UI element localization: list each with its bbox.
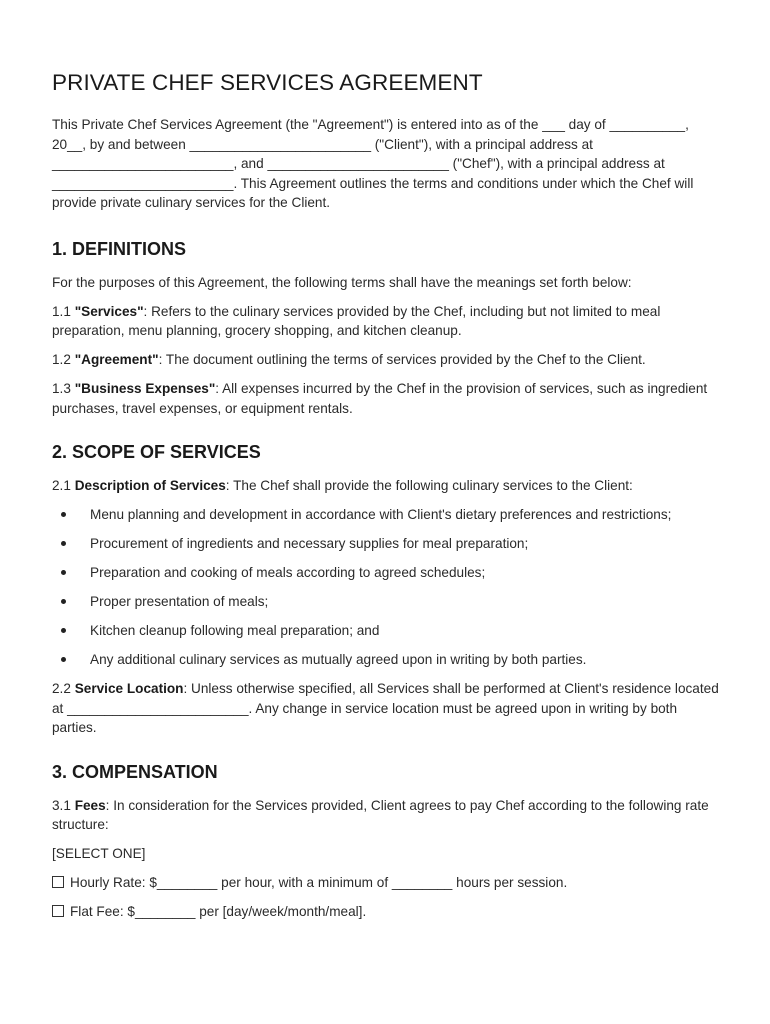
list-item (52, 592, 722, 612)
bullet-icon (61, 570, 66, 575)
list-item (52, 563, 722, 583)
bullet-icon (61, 599, 66, 604)
section-heading-scope: 2. SCOPE OF SERVICES (52, 442, 261, 462)
intro-paragraph: This Private Chef Services Agreement (the "Agreement") is entered into as of the ___ day of __________, 20__, by and between ________________________ ("Client"), with a principal address at ________________________, and ________________________ ("Chef"), with a principal address at ________________________. This Agreement outlines the terms and conditions under which the Chef will provide private culinary services for the Client. (52, 117, 694, 210)
clause-term: Fees (74, 797, 106, 813)
clause-number: 1.1 (52, 303, 75, 319)
document-page (52, 68, 722, 931)
compensation-item-fees (52, 796, 722, 835)
clause-number: 3.1 (52, 797, 75, 813)
scope-item-description (52, 476, 722, 496)
clause-number: 1.3 (52, 381, 75, 396)
bullet-icon (61, 541, 66, 546)
services-bullet-list (52, 505, 722, 670)
list-item-text: Any additional culinary services as mutually agreed upon in writing by both parties. (90, 652, 587, 667)
definition-item-services (52, 302, 722, 341)
clause-number: 2.1 (52, 478, 75, 493)
select-one-label: [SELECT ONE] (52, 846, 146, 861)
defined-term: "Business Expenses" (74, 381, 216, 396)
section-heading-compensation: 3. COMPENSATION (52, 761, 218, 782)
list-item-text: Proper presentation of meals; (90, 594, 269, 609)
clause-text: : The Chef shall provide the following culinary services to the Client: (225, 478, 633, 493)
defined-term: "Agreement" (74, 352, 159, 367)
list-item-text: Menu planning and development in accordance with Client's dietary preferences and restrictions; (90, 507, 672, 522)
clause-number: 2.2 (52, 681, 75, 696)
option-text: Hourly Rate: $________ per hour, with a minimum of ________ hours per session. (70, 875, 568, 890)
bullet-icon (61, 628, 66, 633)
checkbox-icon[interactable] (52, 876, 64, 888)
definition-text: : All expenses incurred by the Chef in the provision of services, such as ingredient purchases, travel expenses, or equipment rentals. (52, 381, 708, 416)
option-text: Flat Fee: $________ per [day/week/month/meal]. (70, 904, 367, 919)
list-item (52, 621, 722, 641)
clause-term: Description of Services (74, 478, 226, 493)
list-item (52, 534, 722, 554)
clause-number: 1.2 (52, 352, 75, 367)
option-hourly-rate[interactable] (52, 873, 722, 893)
list-item (52, 505, 722, 525)
scope-item-location (52, 679, 722, 738)
definition-item-business-expenses (52, 379, 722, 418)
checkbox-icon[interactable] (52, 905, 64, 917)
list-item-text: Kitchen cleanup following meal preparation; and (90, 623, 380, 638)
document-title: PRIVATE CHEF SERVICES AGREEMENT (52, 70, 483, 95)
clause-term: Service Location (74, 681, 184, 696)
list-item-text: Preparation and cooking of meals according to agreed schedules; (90, 565, 486, 580)
bullet-icon (61, 512, 66, 517)
list-item-text: Procurement of ingredients and necessary supplies for meal preparation; (90, 536, 529, 551)
clause-text: : Unless otherwise specified, all Services shall be performed at Client's residence located at ________________________. Any change in service location must be agreed upon in writing by both parties. (52, 681, 719, 735)
section-heading-definitions: 1. DEFINITIONS (52, 238, 187, 259)
clause-text: : In consideration for the Services provided, Client agrees to pay Chef according to the following rate structure: (52, 797, 709, 832)
definition-text: : Refers to the culinary services provided by the Chef, including but not limited to meal preparation, menu planning, grocery shopping, and kitchen cleanup. (52, 303, 661, 338)
option-flat-fee[interactable] (52, 902, 722, 922)
defined-term: "Services" (74, 303, 144, 319)
definitions-lead: For the purposes of this Agreement, the following terms shall have the meanings set forth below: (52, 274, 632, 290)
bullet-icon (61, 657, 66, 662)
definition-text: : The document outlining the terms of services provided by the Chef to the Client. (158, 352, 646, 367)
definition-item-agreement (52, 350, 722, 370)
list-item (52, 650, 722, 670)
